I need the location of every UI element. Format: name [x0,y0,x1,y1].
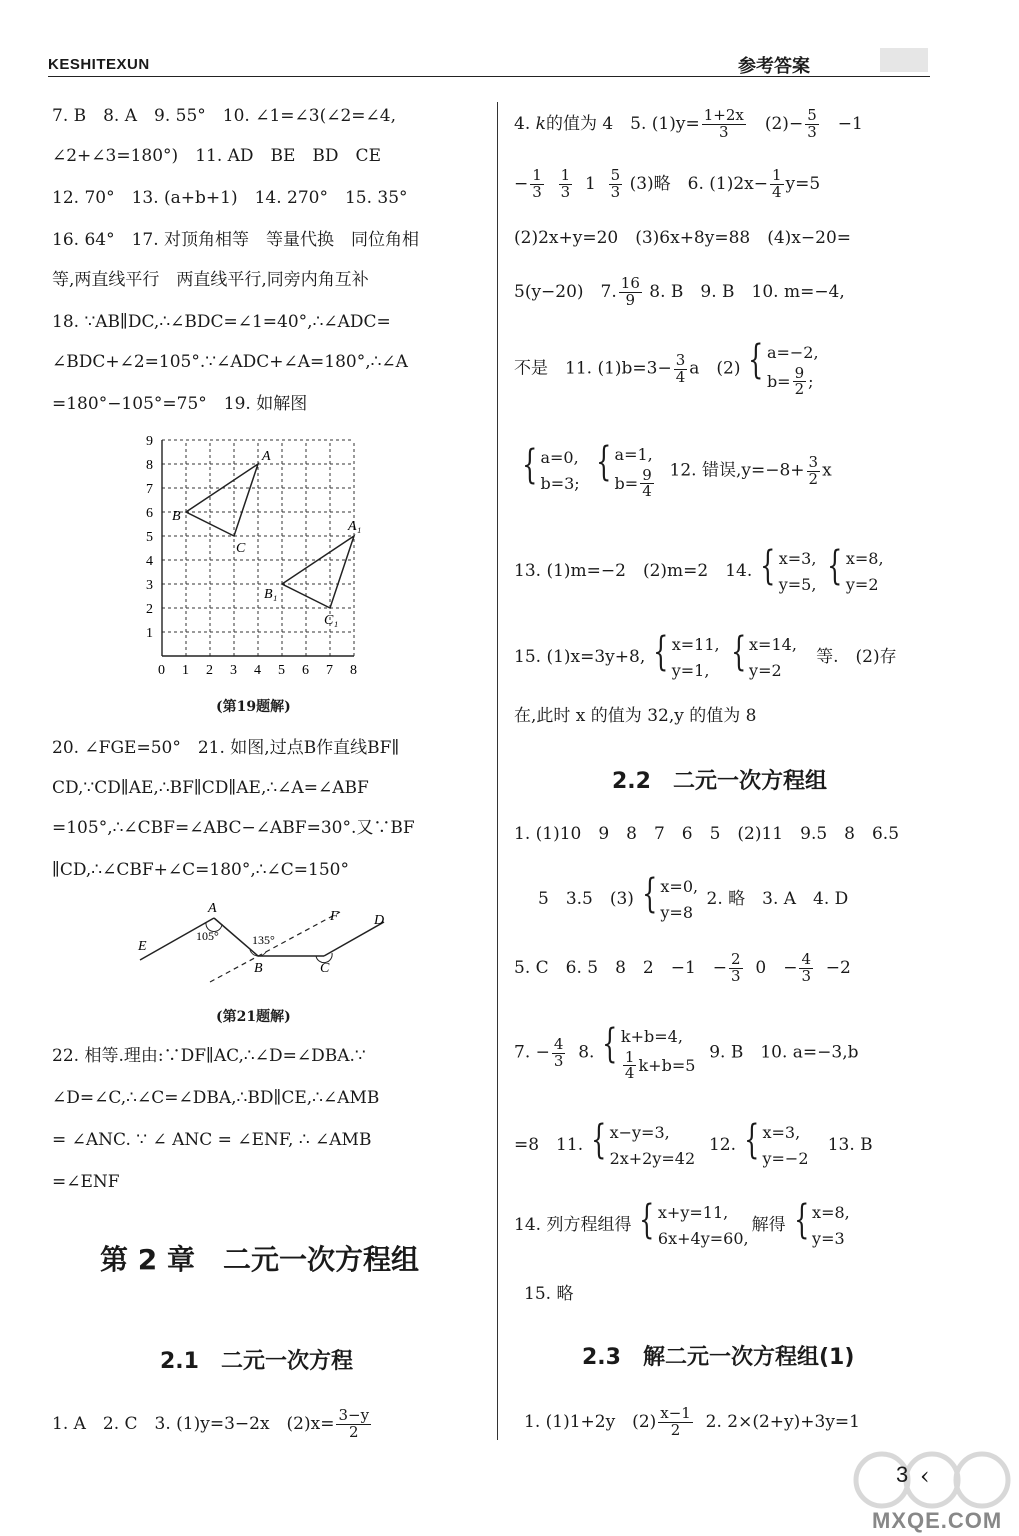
equation-system: { x=3, y=−2 [744,1117,809,1168]
answer-line: 22. 相等.理由:∵DF∥AC,∴∠D=∠DBA.∵ [52,1046,366,1066]
section-title-2-1: 2.1 二元一次方程 [160,1349,353,1374]
answer-line: 5(y−20) 7. $\frac{16}{9}$ 8. B 9. B 10. m=−4, [514,274,845,309]
answer-line: 5 3.5 (3) { x=0, y=8 2. 略 3. A 4. D [538,874,848,925]
answer-line: ∠BDC+∠2=105°.∵∠ADC+∠A=180°,∴∠A [52,352,408,372]
equation-system: { x=8, y=3 [793,1197,850,1248]
answer-line: ∥CD,∴∠CBF+∠C=180°,∴∠C=150° [52,860,349,880]
answer-line: 1. (1)1+2y (2) $\frac{x-1}{2}$ 2. 2×(2+y)+3y=1 [524,1404,860,1439]
y-tick-label: 5 [146,530,153,545]
label-e: E [138,939,147,954]
figure-19-caption: (第19题解) [216,699,291,715]
y-tick-label: 9 [146,434,153,449]
column-divider [497,102,498,1440]
x-tick-label: 6 [302,663,309,678]
answer-line: 7. B 8. A 9. 55° 10. ∠1=∠3(∠2=∠4, [52,106,396,126]
page-number: 3 [896,1462,909,1487]
brand-logo-text: KESHITEXUN [48,56,150,73]
answer-line: =180°−105°=75° 19. 如解图 [52,394,308,414]
answer-line: 14. 列方程组得 { x+y=11, 6x+4y=60, 解得 { x=8, y=3 [514,1200,853,1251]
answer-line: =8 11. { x−y=3, 2x+2y=42 12. { x=3, y=−2 13. B [514,1120,873,1171]
triangle-abc [186,464,258,536]
answer-line: 15. (1)x=3y+8, { x=11, y=1, { x=14, y=2 等. (2)存 [514,632,897,683]
answer-line: − $\frac{1}{3}$ $\frac{1}{3}$ 1 $\frac{5}{3}$ (3)略 6. (1)2x− $\frac{1}{4}$ y=5 [514,166,821,201]
x-tick-label: 5 [278,663,285,678]
y-tick-label: 3 [146,578,153,593]
angle-a-value: 105° [196,929,219,943]
y-tick-label: 8 [146,458,153,473]
vertex-label: B [172,509,181,524]
y-tick-label: 1 [146,626,153,641]
equation-system: { a=1, b= $\frac{9}{4}$ [596,439,653,501]
x-tick-label: 7 [326,663,333,678]
answer-line: =∠ENF [52,1172,120,1192]
vertex-label: C [236,541,246,556]
answer-line: 16. 64° 17. 对顶角相等 等量代换 同位角相 [52,230,420,250]
equation-system: { x+y=11, 6x+4y=60, [639,1197,749,1248]
equation-system: { x=14, y=2 [730,629,797,680]
equation-system: { a=−2, b= $\frac{9}{2}$ ; [748,337,819,399]
answer-line: ∠2+∠3=180°) 11. AD BE BD CE [52,146,381,166]
vertex-label: A [262,449,271,464]
answer-line: CD,∵CD∥AE,∴BF∥CD∥AE,∴∠A=∠ABF [52,778,369,798]
answer-line: 在,此时 x 的值为 32,y 的值为 8 [514,706,757,726]
y-tick-label: 7 [146,482,153,497]
equation-system: { a=0, b=3; [522,442,580,494]
figure-19-grid [140,434,380,684]
figure-21-caption: (第21题解) [216,1009,291,1025]
answer-line: 12. 70° 13. (a+b+1) 14. 270° 15. 35° [52,188,408,208]
label-b: B [254,961,263,976]
answer-line: { a=0, b=3; { a=1, b= $\frac{9}{4}$ 12. 错误,y=−8+ $\frac{3}{2}$ x [514,442,832,500]
answer-line: 13. (1)m=−2 (2)m=2 14. { x=3, y=5, { x=8, y=2 [514,546,887,597]
answer-line: 20. ∠FGE=50° 21. 如图,过点B作直线BF∥ [52,738,400,758]
chapter-title: 第 2 章 二元一次方程组 [100,1243,419,1276]
answer-line: 1. A 2. C 3. (1)y=3−2x (2)x= $\frac{3-y}{2}$ [52,1406,370,1441]
vertex-label: A₁ [348,519,362,534]
y-tick-label: 6 [146,506,153,521]
answer-line: 1. (1)10 9 8 7 6 5 (2)11 9.5 8 6.5 [514,824,900,844]
triangle-a1b1c1 [282,536,354,608]
answer-line: =105°,∴∠CBF=∠ABC−∠ABF=30°.又∵BF [52,818,415,838]
equation-system: { x=8, y=2 [827,543,884,594]
answer-line: 4. k的值为 4 5. (1)y= $\frac{1+2x}{3}$ (2)− $\frac{5}{3}$ −1 [514,106,863,141]
label-a: A [208,901,217,916]
section-title-2-3: 2.3 解二元一次方程组(1) [582,1345,855,1370]
equation-system: { x−y=3, 2x+2y=42 [591,1117,696,1168]
answer-line: 7. − $\frac{4}{3}$ 8. { k+b=4, $\frac{1}{4}$ k+b=5 9. B 10. a=−3,b [514,1021,859,1083]
x-tick-label: 1 [182,663,189,678]
answer-line: 不是 11. (1)b=3− $\frac{3}{4}$ a (2) { a=−2, b= $\frac{9}{2}$ ; [514,337,819,399]
equation-system: { x=3, y=5, [760,543,817,594]
header-decoration [880,48,928,72]
y-tick-label: 4 [146,554,153,569]
y-tick-label: 2 [146,602,153,617]
answer-line: 等,两直线平行 两直线平行,同旁内角互补 [52,270,369,290]
label-d: D [374,913,385,928]
answer-line: = ∠ANC. ∵ ∠ ANC = ∠ENF, ∴ ∠AMB [52,1130,372,1150]
figure-21-diagram [130,898,400,988]
vertex-label: B₁ [264,587,278,602]
section-title-2-2: 2.2 二元一次方程组 [612,769,827,794]
answer-line: ∠D=∠C,∴∠C=∠DBA,∴BD∥CE,∴∠AMB [52,1088,380,1108]
label-c: C [320,961,330,976]
page-header-title: 参考答案 [738,56,810,77]
answer-line: (2)2x+y=20 (3)6x+8y=88 (4)x−20= [514,228,852,248]
header-rule [48,76,930,77]
answer-line: 5. C 6. 5 8 2 −1 − $\frac{2}{3}$ 0 − $\frac{4}{3}$ −2 [514,950,851,985]
vertex-label: C₁ [324,613,339,628]
watermark-text: MXQE.COM [872,1508,1003,1533]
equation-system: { k+b=4, $\frac{1}{4}$ k+b=5 [602,1021,696,1083]
chevron-left-icon: ‹ [920,1462,930,1490]
angle-b-value: 135° [252,933,275,947]
x-tick-label: 8 [350,663,357,678]
answer-line: 15. 略 [524,1284,574,1304]
answer-line: 18. ∵AB∥DC,∴∠BDC=∠1=40°,∴∠ADC= [52,312,391,332]
x-tick-label: 2 [206,663,213,678]
x-tick-label: 0 [158,663,165,678]
x-tick-label: 4 [254,663,261,678]
equation-system: { x=0, y=8 [642,871,699,922]
x-tick-label: 3 [230,663,237,678]
label-f: F [330,909,339,924]
equation-system: { x=11, y=1, [653,629,720,680]
